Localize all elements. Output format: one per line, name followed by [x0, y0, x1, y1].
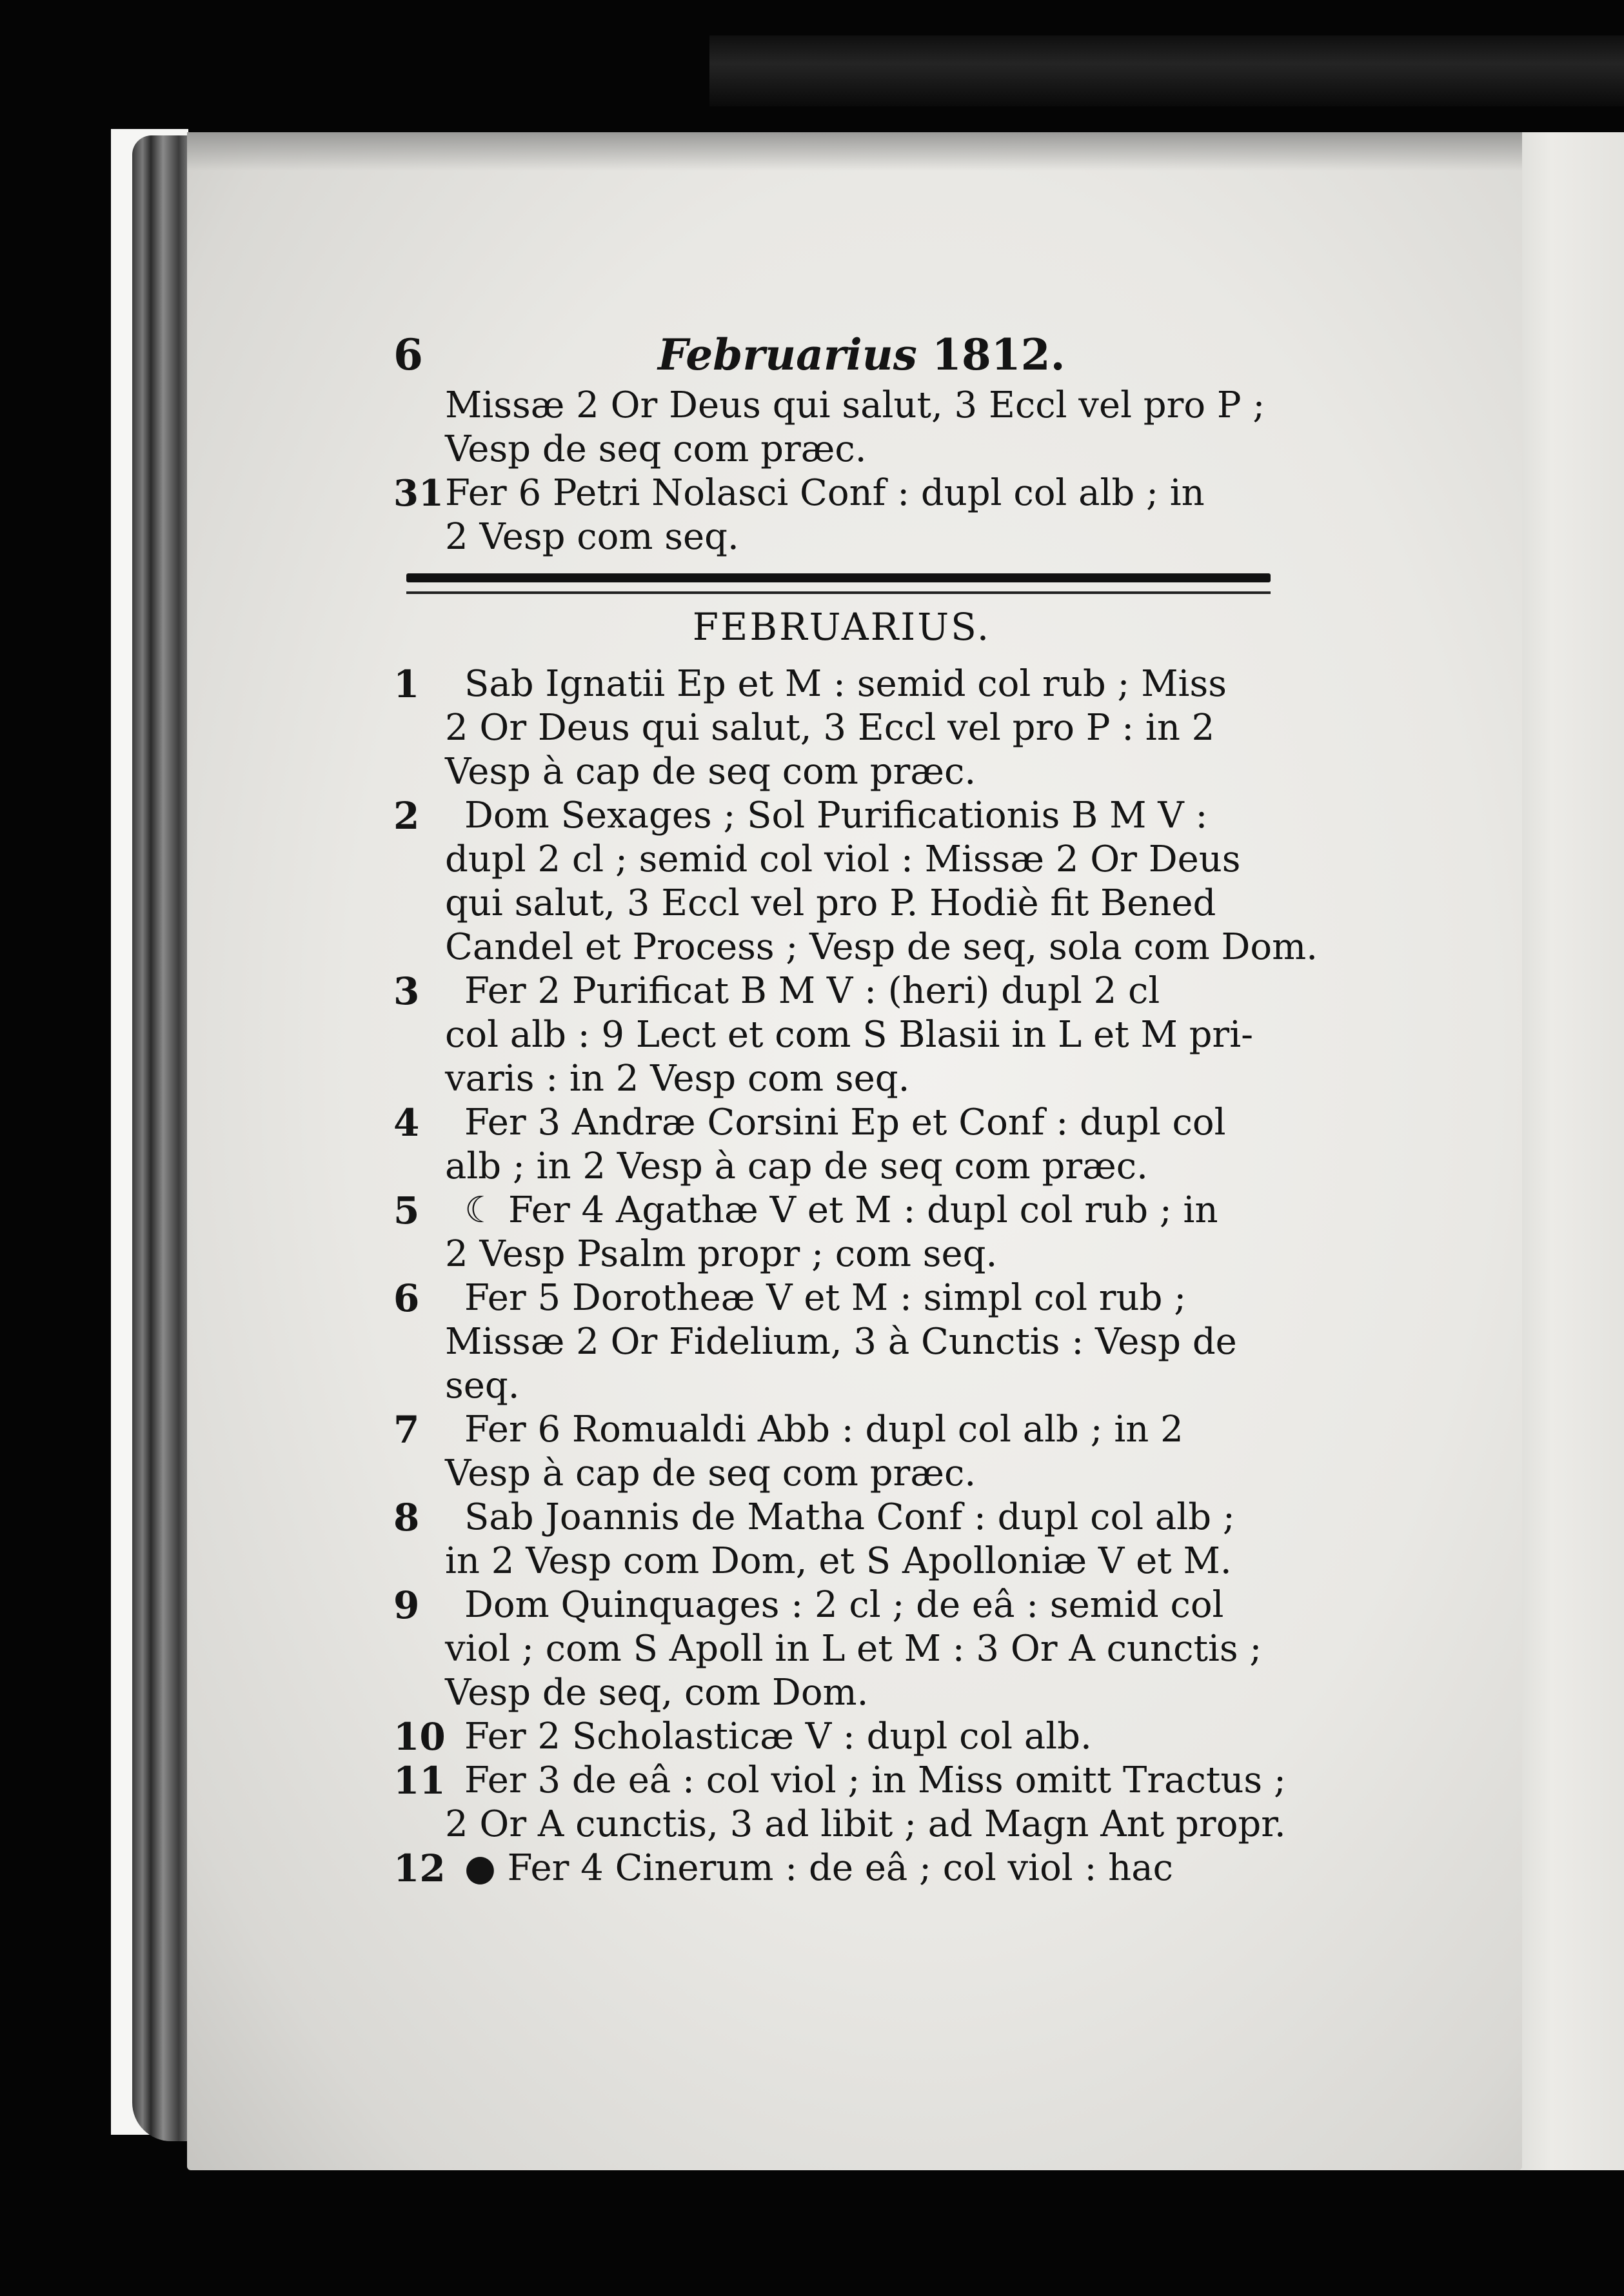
calendar-entries: [393, 662, 1318, 1890]
entry-text: Fer 3 de eâ : col viol ; in Miss omitt Tractus ;: [464, 1759, 1286, 1801]
entry-text: Missæ 2 Or Fidelium, 3 à Cunctis : Vesp de: [445, 1321, 1237, 1363]
entry-text: seq.: [445, 1365, 520, 1407]
entry-line: [393, 1189, 1290, 1232]
entry-line: [393, 1101, 1290, 1145]
entry-line: [393, 1276, 1290, 1320]
entry-line: [393, 1013, 1290, 1057]
calendar-entry: [393, 1408, 1290, 1496]
entry-text: 2 Or Deus qui salut, 3 Eccl vel pro P : in 2: [445, 707, 1215, 749]
entry-line: [393, 1364, 1290, 1408]
day-number: 1: [393, 662, 420, 706]
calendar-entry: [393, 969, 1290, 1101]
calendar-entry: [393, 1276, 1290, 1408]
entry-line: [393, 1539, 1290, 1583]
calendar-entry: [393, 1846, 1290, 1890]
entry-text: viol ; com S Apoll in L et M : 3 Or A cunctis ;: [445, 1628, 1262, 1670]
entry-text: in 2 Vesp com Dom, et S Apolloniæ V et M.: [445, 1540, 1232, 1582]
entry-text: Vesp à cap de seq com præc.: [445, 1452, 976, 1494]
page-number: 6: [393, 330, 423, 380]
entry-text: Fer 6 Petri Nolasci Conf : dupl col alb ; in: [445, 472, 1205, 514]
running-title: Februarius 1812.: [658, 330, 1065, 380]
entry-text: 2 Or A cunctis, 3 ad libit ; ad Magn Ant propr.: [445, 1803, 1286, 1845]
calendar-entry: [393, 662, 1290, 794]
entry-line: [393, 794, 1290, 838]
entry-text: alb ; in 2 Vesp à cap de seq com præc.: [445, 1145, 1148, 1187]
entry-text: Missæ 2 Or Deus qui salut, 3 Eccl vel pro P ;: [445, 384, 1265, 426]
entry-line: [393, 1715, 1290, 1759]
entry-text: ☾ Fer 4 Agathæ V et M : dupl col rub ; in: [464, 1189, 1218, 1231]
double-rule-thin: [406, 591, 1271, 594]
entry-line: [393, 1583, 1290, 1627]
carryover-line: [393, 384, 1290, 428]
calendar-entry: [393, 1759, 1290, 1846]
calendar-entry: [393, 794, 1318, 969]
entry-text: dupl 2 cl ; semid col viol : Missæ 2 Or Deus: [445, 838, 1241, 880]
year: 1812.: [931, 330, 1065, 380]
calendar-entry: [393, 1101, 1290, 1189]
day-number: 10: [393, 1715, 446, 1759]
calendar-entry: [393, 1715, 1290, 1759]
month-heading: FEBRUARIUS.: [692, 605, 991, 649]
entry-text: Vesp de seq, com Dom.: [445, 1672, 869, 1714]
entry-text: Fer 6 Romualdi Abb : dupl col alb ; in 2: [464, 1409, 1183, 1450]
entry-line: [393, 1145, 1290, 1189]
entry-line: [393, 882, 1290, 925]
entry-line: [393, 1671, 1290, 1715]
day-number: 5: [393, 1189, 420, 1232]
entry-line: [393, 662, 1290, 706]
entry-text: Fer 2 Scholasticæ V : dupl col alb.: [464, 1716, 1092, 1757]
day-number: 6: [393, 1276, 420, 1320]
carryover-line: [393, 471, 1290, 515]
entry-text: Sab Joannis de Matha Conf : dupl col alb ;: [464, 1496, 1235, 1538]
entry-line: [393, 1408, 1290, 1452]
entry-text: 2 Vesp Psalm propr ; com seq.: [445, 1233, 998, 1275]
entry-line: [393, 925, 1318, 969]
entry-text: varis : in 2 Vesp com seq.: [445, 1058, 910, 1100]
day-number: 9: [393, 1583, 420, 1627]
entry-line: [393, 1803, 1290, 1846]
entry-text: Dom Quinquages : 2 cl ; de eâ : semid col: [464, 1584, 1224, 1626]
entry-text: 2 Vesp com seq.: [445, 516, 739, 558]
entry-text: Candel et Process ; Vesp de seq, sola com Dom.: [445, 926, 1318, 968]
entry-line: [393, 750, 1290, 794]
day-number: 8: [393, 1496, 420, 1539]
entry-line: [393, 1759, 1290, 1803]
calendar-entry: [393, 1189, 1290, 1276]
entry-line: [393, 1846, 1290, 1890]
carryover-line: [393, 428, 1290, 471]
day-number: 31: [393, 472, 444, 515]
day-number: 12: [393, 1846, 446, 1890]
calendar-entry: [393, 1583, 1290, 1715]
entry-line: [393, 969, 1290, 1013]
double-rule-thick: [406, 573, 1271, 582]
day-number: 11: [393, 1759, 446, 1803]
entry-line: [393, 1057, 1290, 1101]
carryover-text: [393, 384, 1290, 559]
entry-line: [393, 838, 1290, 882]
page-content: [393, 326, 1318, 1890]
entry-text: Fer 3 Andræ Corsini Ep et Conf : dupl col: [464, 1102, 1226, 1143]
entry-text: Vesp à cap de seq com præc.: [445, 751, 976, 793]
entry-line: [393, 1320, 1290, 1364]
entry-text: Vesp de seq com præc.: [445, 428, 867, 470]
day-number: 2: [393, 794, 420, 838]
entry-line: [393, 1452, 1290, 1496]
entry-text: Fer 5 Dorotheæ V et M : simpl col rub ;: [464, 1277, 1187, 1319]
scan-background: [0, 2170, 1624, 2296]
entry-text: qui salut, 3 Eccl vel pro P. Hodiè fit Bened: [445, 882, 1216, 924]
day-number: 4: [393, 1101, 420, 1145]
carryover-line: [393, 515, 1290, 559]
entry-text: Sab Ignatii Ep et M : semid col rub ; Miss: [464, 663, 1227, 705]
entry-text: col alb : 9 Lect et com S Blasii in L et M pri-: [445, 1014, 1254, 1056]
entry-text: Fer 2 Purificat B M V : (heri) dupl 2 cl: [464, 970, 1160, 1012]
entry-text: Dom Sexages ; Sol Purificationis B M V :: [464, 795, 1208, 836]
calendar-entry: [393, 1496, 1290, 1583]
adjacent-page-strip: [709, 35, 1624, 106]
entry-line: [393, 1627, 1290, 1671]
entry-line: [393, 1496, 1290, 1539]
day-number: 3: [393, 969, 420, 1013]
entry-text: ● Fer 4 Cinerum : de eâ ; col viol : hac: [464, 1847, 1173, 1889]
page-header: [393, 326, 1290, 384]
day-number: 7: [393, 1408, 420, 1452]
entry-line: [393, 706, 1290, 750]
entry-line: [393, 1232, 1290, 1276]
